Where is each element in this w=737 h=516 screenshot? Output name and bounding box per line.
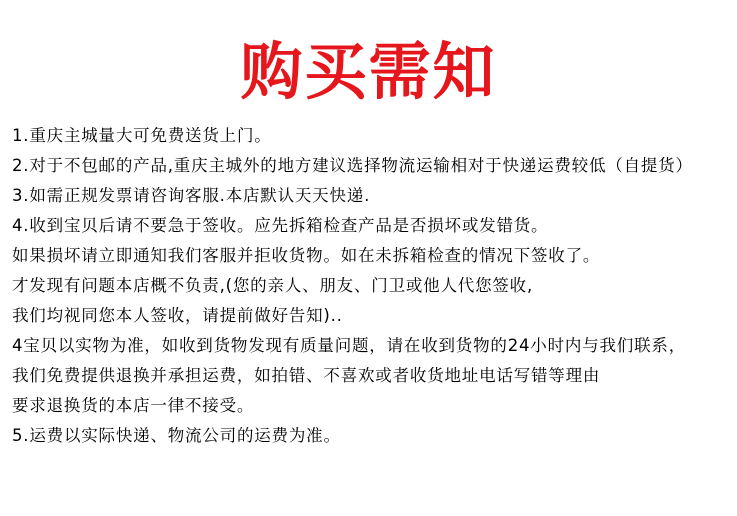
notice-line: 4.收到宝贝后请不要急于签收。应先拆箱检查产品是否损坏或发错货。 — [12, 216, 549, 235]
notice-line: 1.重庆主城量大可免费送货上门。 — [12, 126, 272, 145]
notice-lines — [12, 121, 734, 451]
notice-line: 我们免费提供退换并承担运费，如拍错、不喜欢或者收货地址电话写错等理由 — [12, 366, 601, 385]
notice-line: 我们均视同您本人签收，请提前做好告知).. — [12, 306, 343, 325]
notice-line: 3.如需正规发票请咨询客服.本店默认天天快递. — [12, 186, 371, 205]
notice-line: 才发现有问题本店概不负责,(您的亲人、朋友、门卫或他人代您签收, — [12, 276, 534, 295]
notice-title: 购买需知 — [240, 35, 497, 108]
notice-line: 5.运费以实际快递、物流公司的运费为准。 — [12, 426, 341, 445]
notice-line: 4宝贝以实物为准，如收到货物发现有质量问题，请在收到货物的24小时内与我们联系， — [12, 336, 686, 355]
notice-line: 要求退换货的本店一律不接受。 — [12, 396, 255, 415]
notice-line: 如果损坏请立即通知我们客服并拒收货物。如在未拆箱检查的情况下签收了。 — [12, 246, 601, 265]
notice-line: 2.对于不包邮的产品,重庆主城外的地方建议选择物流运输相对于快递运费较低（自提货） — [12, 156, 693, 175]
